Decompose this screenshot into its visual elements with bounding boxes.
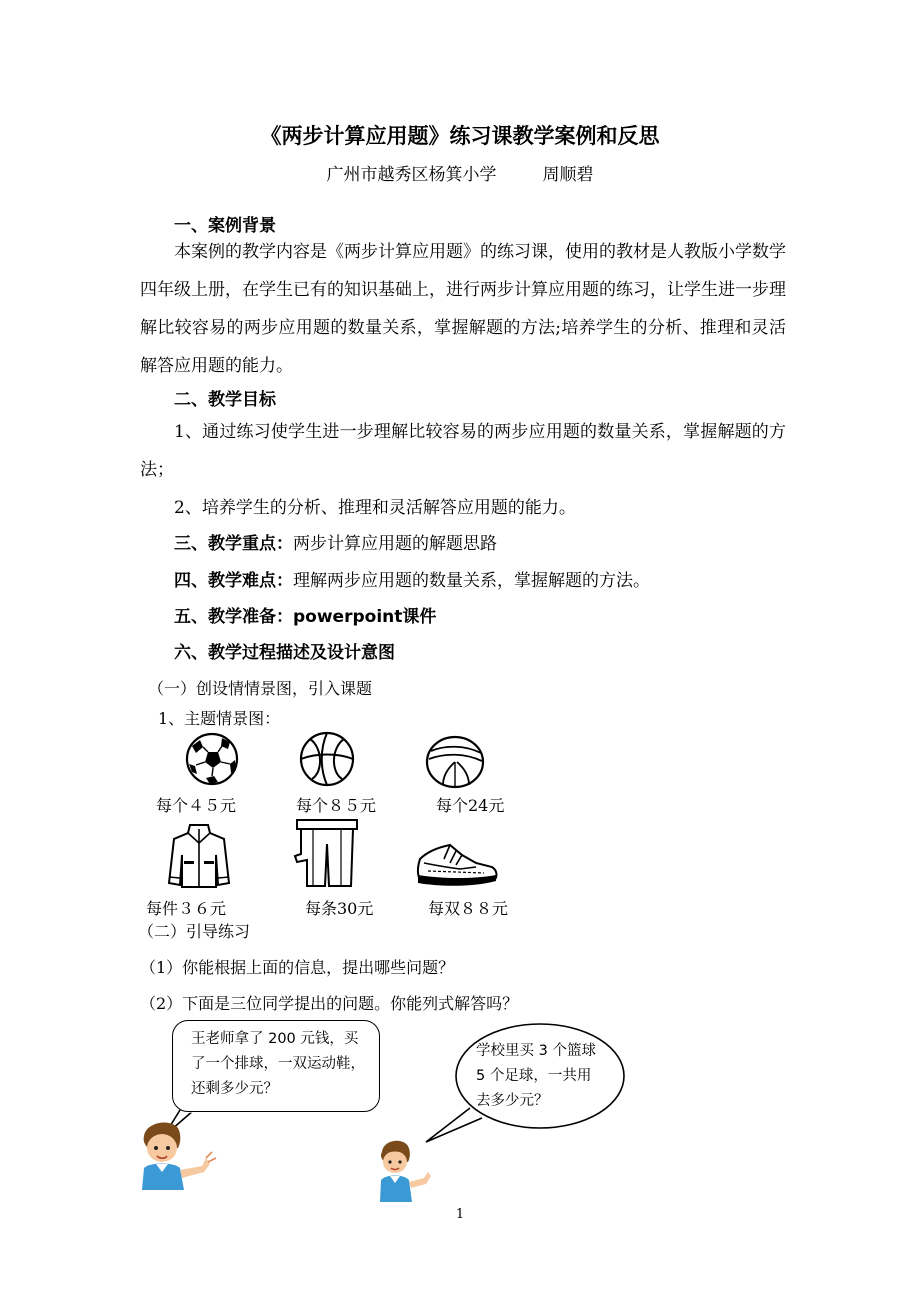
- process-part-1: （一）创设情情景图，引入课题: [148, 679, 373, 698]
- jacket-icon: [166, 821, 232, 889]
- section-3-text: 两步计算应用题的解题思路: [293, 534, 497, 554]
- sneaker-icon: [414, 841, 500, 889]
- volleyball-icon: [425, 735, 485, 789]
- price-pants: 每条30元: [305, 899, 374, 918]
- speech-bubble-2: [476, 1039, 616, 1114]
- section-4-heading: 四、教学难点：: [174, 571, 293, 591]
- section-1-body: 本案例的教学内容是《两步计算应用题》的练习课，使用的教材是人教版小学数学四年级上册，在学生已有的知识基础上，进行两步计算应用题的练习，让学生进一步理解比较容易的两步应用题的数量关系，掌握解题的方法;培养学生的分析、推理和灵活解答应用题的能力。: [140, 242, 786, 376]
- section-6-heading: 六、教学过程描述及设计意图: [174, 643, 395, 663]
- section-2-item-1: 1、通过练习使学生进一步理解比较容易的两步应用题的数量关系，掌握解题的方法；: [140, 422, 786, 480]
- price-sneaker: 每双８８元: [428, 899, 509, 918]
- bubble-2-line-3: 去多少元？: [476, 1093, 549, 1109]
- bubble-2-line-1: 学校里买 3 个篮球: [476, 1043, 596, 1059]
- price-soccer-ball: 每个４５元: [156, 796, 237, 815]
- boy-illustration-1: [140, 1118, 222, 1190]
- price-jacket: 每件３６元: [146, 899, 227, 918]
- author-line: [0, 160, 920, 185]
- bubble-1-line-1: 王老师拿了 200 元钱，买: [191, 1031, 359, 1047]
- author-school: 广州市越秀区杨箕小学: [326, 165, 497, 185]
- section-2-heading: 二、教学目标: [174, 390, 276, 410]
- bubble-2-line-2: 5 个足球，一共用: [476, 1068, 592, 1084]
- pants-icon: [293, 816, 361, 888]
- section-5-heading: 五、教学准备：powerpoint课件: [174, 607, 437, 627]
- page-number: 1: [455, 1207, 465, 1222]
- section-4-text: 理解两步应用题的数量关系，掌握解题的方法。: [293, 571, 650, 591]
- section-2-item-2: 2、培养学生的分析、推理和灵活解答应用题的能力。: [174, 498, 576, 518]
- bubble-1-line-2: 了一个排球，一双运动鞋，: [191, 1056, 365, 1072]
- question-2: （2）下面是三位同学提出的问题。你能列式解答吗？: [140, 994, 519, 1013]
- price-basketball: 每个８５元: [296, 796, 377, 815]
- question-1: （1）你能根据上面的信息，提出哪些问题？: [140, 958, 455, 977]
- speech-bubble-1: [172, 1020, 380, 1112]
- process-sub-1: 1、主题情景图：: [158, 709, 281, 728]
- page-title: 《两步计算应用题》练习课教学案例和反思: [260, 124, 660, 148]
- boy-illustration-2: [378, 1138, 436, 1202]
- bubble-1-line-3: 还剩多少元？: [191, 1081, 278, 1097]
- soccer-ball-icon: [186, 730, 240, 788]
- section-3: [174, 529, 497, 554]
- price-volleyball: 每个24元: [436, 796, 505, 815]
- section-1-heading: 一、案例背景: [174, 216, 276, 236]
- basketball-icon: [298, 731, 356, 787]
- author-name: 周顺碧: [542, 165, 594, 185]
- section-4: [174, 566, 650, 591]
- process-part-2: （二）引导练习: [138, 922, 251, 941]
- section-3-heading: 三、教学重点：: [174, 534, 293, 554]
